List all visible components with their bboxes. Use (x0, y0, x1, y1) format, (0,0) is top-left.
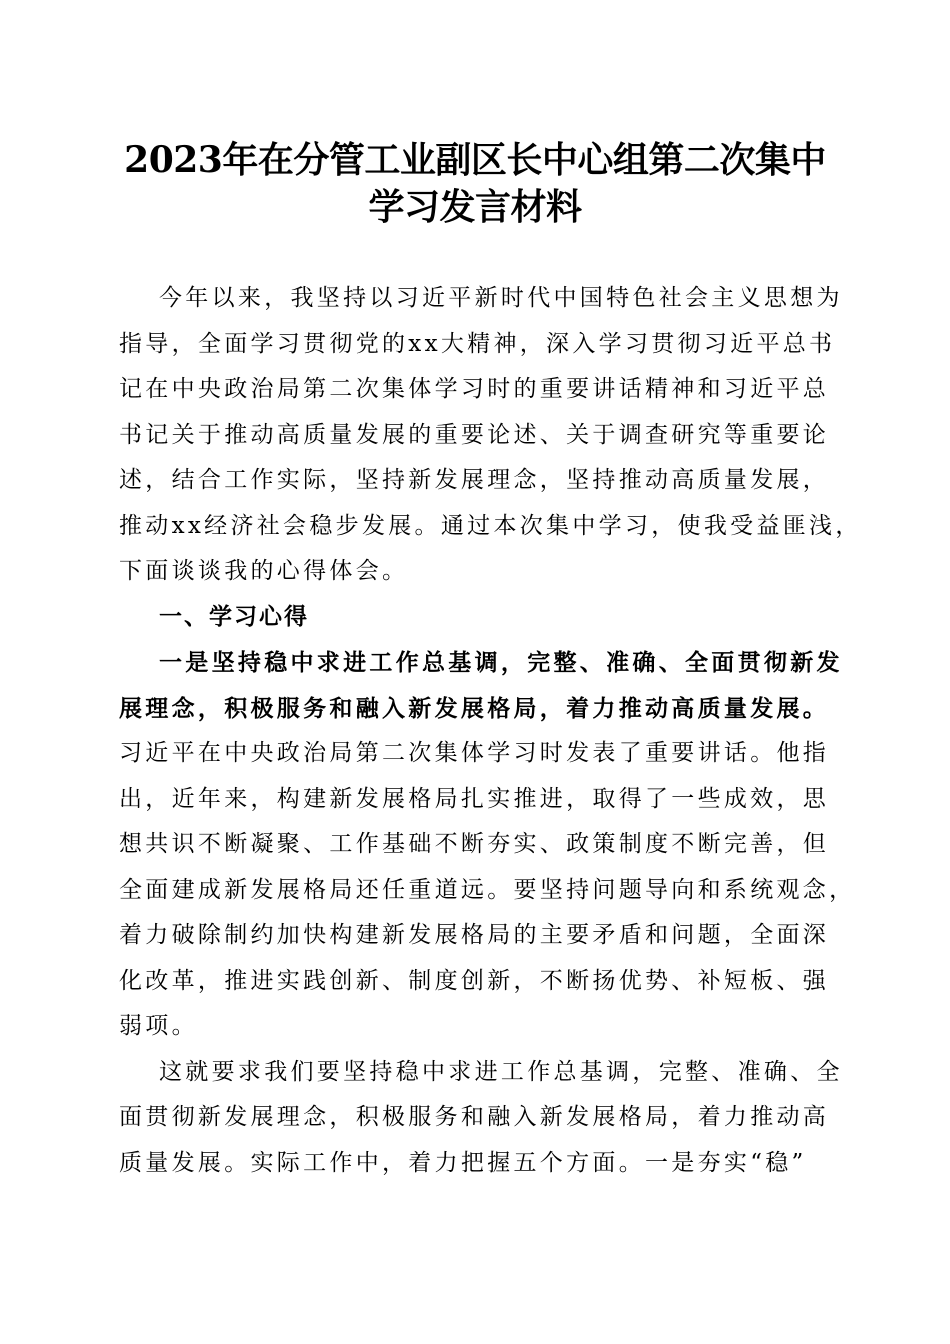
paragraph-line: 推动xx经济社会稳步发展。通过本次集中学习，使我受益匪浅， (119, 512, 862, 539)
title-line-1: 2023年在分管工业副区长中心组第二次集中 (124, 139, 826, 181)
paragraph-line: 面贯彻新发展理念，积极服务和融入新发展格局，着力推动高 (119, 1104, 830, 1130)
paragraph-point-one (119, 640, 856, 1050)
paragraph-requirements (119, 1050, 843, 1187)
paragraph-intro (119, 276, 862, 595)
paragraph-line: 着力破除制约加快构建新发展格局的主要矛盾和问题，全面深 (119, 922, 830, 948)
paragraph-line: 质量发展。实际工作中，着力把握五个方面。一是夯实“稳” (119, 1149, 807, 1176)
paragraph-line: 全面建成新发展格局还任重道远。要坚持问题导向和系统观念， (119, 876, 856, 903)
document-body (119, 276, 862, 1186)
title-line-2: 学习发言材料 (368, 186, 582, 228)
paragraph-line-bold: 展理念，积极服务和融入新发展格局，着力推动高质量发展。 (119, 694, 830, 722)
paragraph-line: 记在中央政治局第二次集体学习时的重要讲话精神和习近平总 (119, 376, 830, 402)
paragraph-line: 书记关于推动高质量发展的重要论述、关于调查研究等重要论 (119, 421, 830, 448)
paragraph-line: 指导，全面学习贯彻党的xx大精神，深入学习贯彻习近平总书 (119, 330, 836, 357)
paragraph-line: 化改革，推进实践创新、制度创新，不断扬优势、补短板、强 (119, 967, 830, 994)
paragraph-line: 弱项。 (119, 1013, 198, 1039)
paragraph-line: 习近平在中央政治局第二次集体学习时发表了重要讲话。他指 (119, 740, 830, 766)
paragraph-line: 今年以来，我坚持以习近平新时代中国特色社会主义思想为 (159, 285, 843, 311)
paragraph-line: 这就要求我们要坚持稳中求进工作总基调，完整、准确、全 (159, 1058, 843, 1085)
section-heading: 一、学习心得 (159, 603, 309, 630)
paragraph-line: 述，结合工作实际，坚持新发展理念，坚持推动高质量发展， (119, 467, 830, 493)
paragraph-line: 出，近年来，构建新发展格局扎实推进，取得了一些成效，思 (119, 785, 830, 812)
document-title (100, 137, 850, 231)
paragraph-line: 想共识不断凝聚、工作基础不断夯实、政策制度不断完善，但 (119, 831, 830, 857)
paragraph-line-bold: 一是坚持稳中求进工作总基调，完整、准确、全面贯彻新发 (159, 649, 843, 676)
paragraph-line: 下面谈谈我的心得体会。 (119, 558, 409, 584)
